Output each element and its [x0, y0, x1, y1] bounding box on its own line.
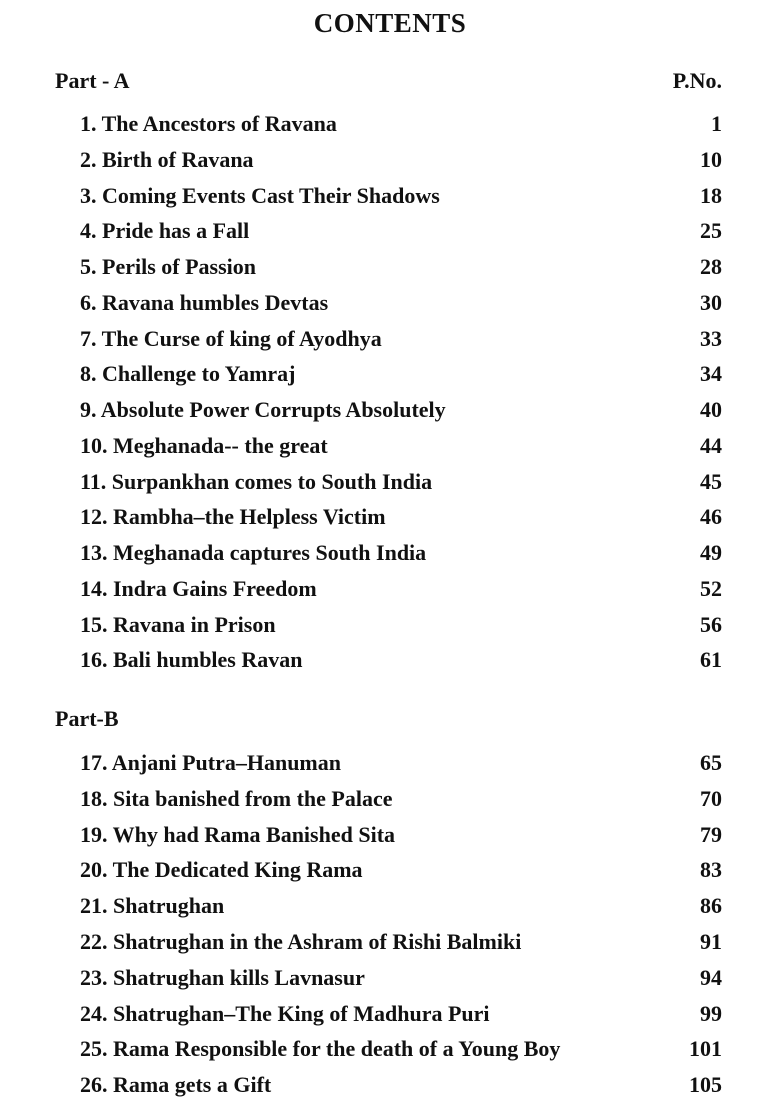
toc-entry-title: 18. Sita banished from the Palace	[80, 785, 393, 811]
toc-entry-title: 19. Why had Rama Banished Sita	[80, 821, 396, 847]
toc-entry-page: 52	[700, 575, 722, 601]
toc-entry-title: 15. Ravana in Prison	[80, 611, 276, 637]
toc-entry[interactable]	[80, 467, 722, 497]
toc-entry-title: 24. Shatrughan–The King of Madhura Puri	[80, 1000, 490, 1026]
toc-entry[interactable]	[80, 963, 722, 993]
toc-entry[interactable]	[80, 109, 722, 139]
toc-entry[interactable]	[80, 395, 722, 425]
toc-entry-page: 28	[700, 254, 722, 279]
toc-entry[interactable]	[80, 1070, 722, 1100]
toc-entry[interactable]	[80, 927, 722, 957]
toc-entry[interactable]	[80, 431, 722, 461]
toc-entry[interactable]	[80, 891, 722, 921]
toc-entry-page: 79	[700, 821, 722, 847]
toc-entry[interactable]	[80, 574, 722, 604]
toc-entry-page: 45	[700, 468, 722, 494]
toc-entry[interactable]	[80, 359, 722, 389]
toc-entry-page: 56	[700, 611, 722, 637]
toc-entry-title: 20. The Dedicated King Rama	[80, 857, 363, 883]
toc-entry-title: 11. Surpankhan comes to South India	[80, 468, 433, 494]
toc-entry-page: 34	[700, 361, 722, 387]
toc-entry[interactable]	[80, 538, 722, 568]
toc-entry-title: 23. Shatrughan kills Lavnasur	[80, 964, 365, 990]
toc-entry[interactable]	[80, 645, 722, 675]
toc-entry-title: 1. The Ancestors of Ravana	[80, 111, 337, 136]
toc-entry-title: 17. Anjani Putra–Hanuman	[80, 750, 341, 775]
toc-entry-page: 70	[700, 785, 722, 811]
toc-entry-title: 4. Pride has a Fall	[80, 218, 250, 244]
toc-entry-title: 6. Ravana humbles Devtas	[80, 289, 329, 315]
toc-entry[interactable]	[80, 145, 722, 175]
toc-entry-page: 30	[700, 289, 722, 315]
toc-entry[interactable]	[80, 502, 722, 532]
toc-entry-title: 14. Indra Gains Freedom	[80, 575, 317, 601]
toc-entry-page: 1	[711, 111, 722, 136]
toc-entry[interactable]	[80, 748, 722, 778]
toc-entry-title: 16. Bali humbles Ravan	[80, 647, 303, 673]
toc-entry-page: 18	[700, 182, 722, 208]
toc-entry-page: 40	[700, 397, 722, 422]
toc-entry[interactable]	[80, 784, 722, 814]
part-a-heading: Part - A	[55, 68, 130, 93]
toc-entry-title: 25. Rama Responsible for the death of a Young Boy	[80, 1036, 561, 1062]
toc-entry-page: 33	[700, 325, 722, 351]
toc-entry[interactable]	[80, 252, 722, 282]
part-b-heading: Part-B	[55, 706, 119, 731]
toc-entry-title: 10. Meghanada-- the great	[80, 432, 328, 458]
toc-entry-page: 86	[700, 893, 722, 919]
toc-entry-title: 22. Shatrughan in the Ashram of Rishi Balmiki	[80, 929, 522, 954]
toc-entry-page: 101	[689, 1036, 722, 1062]
toc-entry[interactable]	[80, 820, 722, 850]
toc-entry-title: 3. Coming Events Cast Their Shadows	[80, 182, 440, 208]
toc-entry-page: 105	[689, 1072, 722, 1098]
toc-entry-page: 99	[700, 1000, 722, 1026]
toc-entry-page: 65	[700, 750, 722, 775]
toc-entry-page: 49	[700, 540, 722, 565]
toc-entry[interactable]	[80, 324, 722, 354]
toc-entry-page: 25	[700, 218, 722, 244]
toc-entry-title: 5. Perils of Passion	[80, 254, 256, 279]
toc-entry-page: 46	[700, 504, 722, 530]
toc-entry[interactable]	[80, 216, 722, 246]
toc-entry-title: 7. The Curse of king of Ayodhya	[80, 325, 382, 351]
toc-entry-title: 8. Challenge to Yamraj	[80, 361, 296, 387]
toc-entry[interactable]	[80, 855, 722, 885]
toc-entry-page: 10	[700, 146, 722, 172]
toc-entry-page: 61	[700, 647, 722, 673]
toc-entry[interactable]	[80, 1034, 722, 1064]
page-title: CONTENTS	[313, 8, 467, 38]
toc-entry-title: 12. Rambha–the Helpless Victim	[80, 504, 386, 530]
toc-entry-title: 13. Meghanada captures South India	[80, 540, 427, 565]
toc-entry-title: 2. Birth of Ravana	[80, 146, 254, 172]
toc-entry-title: 21. Shatrughan	[80, 893, 225, 919]
toc-entry-title: 26. Rama gets a Gift	[80, 1072, 272, 1098]
toc-entry-page: 44	[700, 432, 722, 458]
toc-entry[interactable]	[80, 610, 722, 640]
toc-entry-page: 83	[700, 857, 722, 883]
toc-entry[interactable]	[80, 288, 722, 318]
toc-entry-page: 94	[700, 964, 722, 990]
page-number-header: P.No.	[672, 68, 722, 93]
toc-entry-page: 91	[700, 929, 722, 954]
toc-entry-title: 9. Absolute Power Corrupts Absolutely	[80, 397, 446, 422]
toc-entry[interactable]	[80, 181, 722, 211]
toc-entry[interactable]	[80, 999, 722, 1029]
